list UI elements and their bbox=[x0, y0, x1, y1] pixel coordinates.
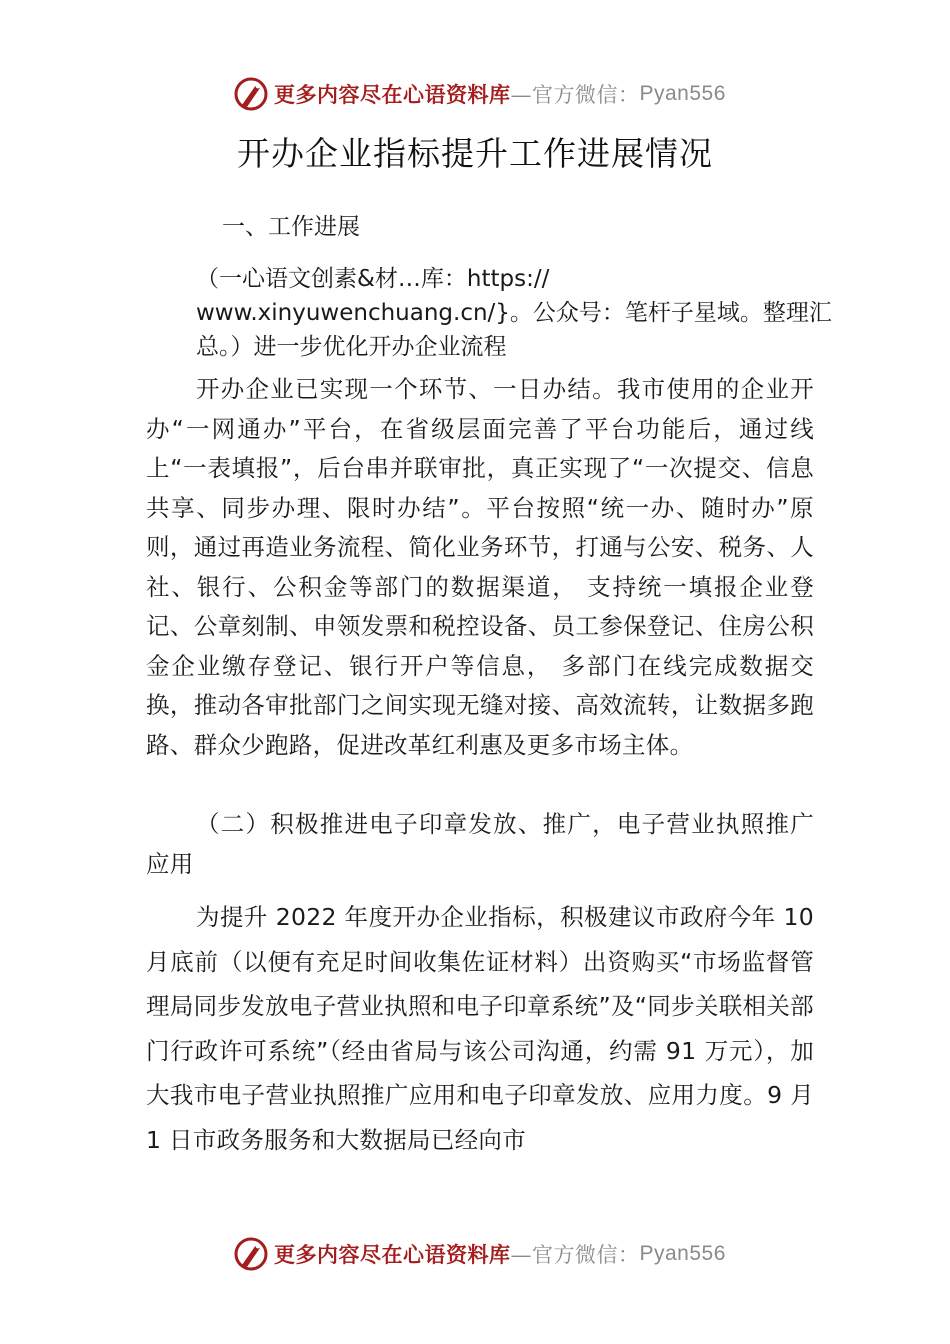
watermark-wechat-label: —官方微信： bbox=[510, 83, 640, 107]
section-heading: 一、工作进展 bbox=[222, 214, 360, 240]
watermark-wechat-id: Pyan556 bbox=[639, 82, 726, 105]
pen-logo-icon bbox=[232, 1235, 270, 1273]
header-watermark bbox=[232, 72, 726, 116]
pen-logo-icon bbox=[232, 75, 270, 113]
watermark-site-text: 更多内容尽在心语资料库 bbox=[274, 1242, 511, 1267]
watermark-wechat-id: Pyan556 bbox=[639, 1242, 726, 1265]
body-paragraph-3: 为提升 2022 年度开办企业指标，积极建议市政府今年 10 月底前（以便有充足时间收集佐证材料）出资购买“市场监督管理局同步发放电子营业执照和电子印章系统”及“同步关联相关部门行政许可系统”（经由省局与该公司沟通，约需 91 万元），加大我市电子营业执照推广应用和电子印章发放、应用力度。9 月 1 日市政务服务和大数据局已经向市 bbox=[146, 903, 814, 1154]
footer-watermark bbox=[232, 1232, 726, 1276]
source-note: （一心语文创素&材…库：https:// www.xinyuwenchuang.cn/}。公众号：笔杆子星域。整理汇总。）进一步优化开办企业流程 bbox=[196, 266, 832, 360]
watermark-site-text: 更多内容尽在心语资料库 bbox=[274, 82, 511, 107]
body-paragraph-1: 开办企业已实现一个环节、一日办结。我市使用的企业开办“一网通办”平台，在省级层面完善了平台功能后，通过线上“一表填报”，后台串并联审批，真正实现了“一次提交、信息共享、同步办理、限时办结”。平台按照“统一办、随时办”原则，通过再造业务流程、简化业务环节，打通与公安、税务、人社、银行、公积金等部门的数据渠道， 支持统一填报企业登记、公章刻制、申领发票和税控设备、员工参保登记、住房公积金企业缴存登记、银行开户等信息， 多部门在线完成数据交换，推动各审批部门之间实现无缝对接、高效流转，让数据多跑路、群众少跑路，促进改革红利惠及更多市场主体。 bbox=[146, 375, 814, 759]
document-title: 开办企业指标提升工作进展情况 bbox=[237, 134, 713, 173]
watermark-wechat-label: —官方微信： bbox=[510, 1243, 640, 1267]
body-paragraph-2: （二）积极推进电子印章发放、推广，电子营业执照推广应用 bbox=[146, 810, 814, 878]
